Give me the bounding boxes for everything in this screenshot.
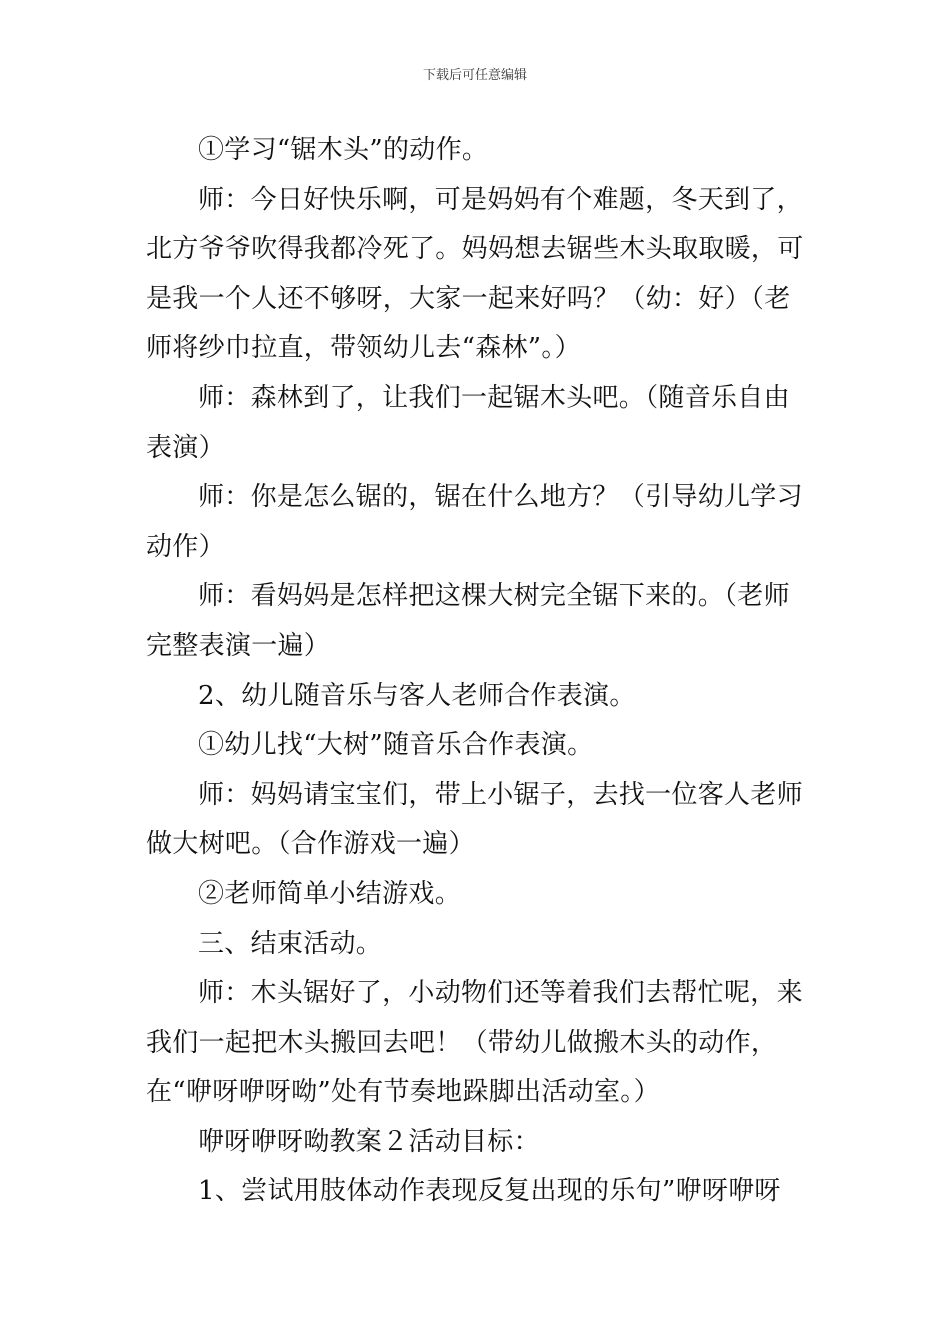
paragraph: 师：森林到了，让我们一起锯木头吧。（随音乐自由表演） xyxy=(146,382,790,463)
paragraph: 师：妈妈请宝宝们，带上小锯子，去找一位客人老师做大树吧。（合作游戏一遍） xyxy=(146,779,803,860)
paragraph: ①学习“锯木头”的动作。 xyxy=(198,135,489,165)
paragraph: 师：木头锯好了，小动物们还等着我们去帮忙呢，来我们一起把木头搬回去吧！（带幼儿做搬木头的动作，在“咿呀咿呀呦”处有节奏地跺脚出活动室。） xyxy=(146,978,803,1108)
document-body xyxy=(146,126,810,1217)
paragraph: 师：看妈妈是怎样把这棵大树完全锯下来的。（老师完整表演一遍） xyxy=(146,581,790,661)
paragraph: 咿呀咿呀呦教案２活动目标： xyxy=(198,1126,540,1157)
paragraph: 三、结束活动。 xyxy=(198,928,383,959)
page-header-note: 下载后可任意编辑 xyxy=(422,68,527,83)
paragraph: 师：你是怎么锯的，锯在什么地方？（引导幼儿学习动作） xyxy=(146,482,803,562)
paragraph: ②老师简单小结游戏。 xyxy=(198,878,462,909)
paragraph: 1、尝试用肢体动作表现反复出现的乐句”咿呀咿呀 xyxy=(198,1176,781,1207)
paragraph: 2、幼儿随音乐与客人老师合作表演。 xyxy=(198,680,636,711)
paragraph: ①幼儿找“大树”随音乐合作表演。 xyxy=(198,730,594,761)
paragraph: 师：今日好快乐啊，可是妈妈有个难题，冬天到了，北方爷爷吹得我都冷死了。妈妈想去锯些木头取取暖，可是我一个人还不够呀，大家一起来好吗？（幼：好）（老师将纱巾拉直，带领幼儿去“森林”。） xyxy=(146,184,804,364)
